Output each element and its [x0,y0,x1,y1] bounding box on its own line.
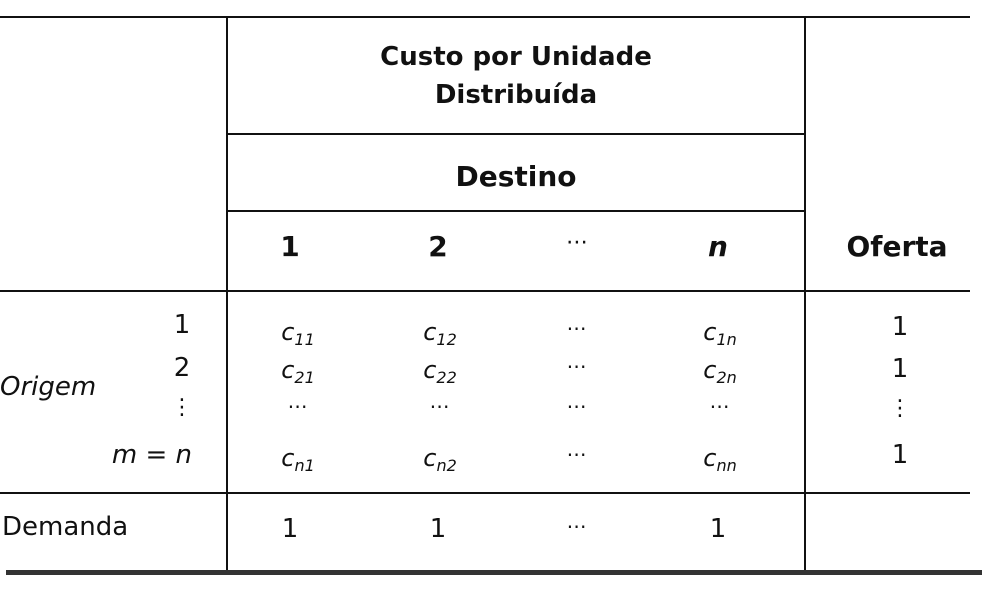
cell-sub: 2n [716,368,737,387]
column-header-2: 2 [428,230,448,263]
bottom-thick-rule [6,570,982,575]
cell-r2c4 [660,356,780,387]
cell-base: c [703,356,717,384]
cell-r1c4 [660,318,780,349]
cell-base: c [703,444,717,472]
column-header-n: n [708,230,728,263]
cell-r3c1: ⋯ [287,394,309,418]
supply-value-vdots: ⋮ [889,396,911,421]
cell-base: c [423,444,437,472]
supply-header: Oferta [846,230,948,263]
demand-top-rule [0,492,970,494]
demand-value-1: 1 [281,514,299,544]
cell-sub: 21 [294,368,315,387]
demand-value-ellipsis: ⋯ [566,514,588,538]
cell-r1c2 [380,318,500,349]
row-label-1: 1 [173,310,191,340]
cell-sub: n1 [294,456,315,475]
cell-r4c2 [380,444,500,475]
cell-r4c1 [238,444,358,475]
row-label-last: m = n [111,440,192,470]
cell-sub: 22 [436,368,457,387]
destination-label: Destino [455,160,577,193]
supply-value-last: 1 [891,440,909,470]
cell-base: c [281,444,295,472]
destino-bottom-rule [228,210,806,212]
demand-label: Demanda [2,512,129,542]
cell-base: c [281,318,295,346]
cost-title-line2: Distribuída [434,80,598,110]
cell-r2c1 [238,356,358,387]
row-label-2: 2 [173,353,191,383]
cost-title-line1: Custo por Unidade [380,42,652,72]
supply-value-1: 1 [891,312,909,342]
top-rule [0,16,970,18]
cell-r4c3: ⋯ [566,442,588,466]
header-bottom-rule [0,290,970,292]
cell-r3c4: ⋯ [709,394,731,418]
cell-sub: 11 [294,330,315,349]
cell-r3c3: ⋯ [566,394,588,418]
cell-r3c2: ⋯ [429,394,451,418]
cell-sub: nn [716,456,737,475]
cell-r1c1 [238,318,358,349]
cell-r2c2 [380,356,500,387]
origin-word: Origem [0,372,97,402]
demand-value-n: 1 [709,514,727,544]
destino-top-rule [228,133,806,135]
cell-sub: n2 [436,456,457,475]
cell-r1c3: ⋯ [566,316,588,340]
cell-sub: 12 [436,330,457,349]
cell-base: c [703,318,717,346]
column-header-1: 1 [280,230,300,263]
row-label-vdots: ⋮ [171,395,193,420]
cell-sub: 1n [716,330,737,349]
right-vertical-rule [804,16,806,570]
demand-value-2: 1 [429,514,447,544]
cell-r2c3: ⋯ [566,354,588,378]
cell-base: c [281,356,295,384]
cell-r4c4 [660,444,780,475]
column-header-ellipsis: ⋯ [566,230,588,255]
cell-base: c [423,318,437,346]
supply-value-2: 1 [891,354,909,384]
cell-base: c [423,356,437,384]
